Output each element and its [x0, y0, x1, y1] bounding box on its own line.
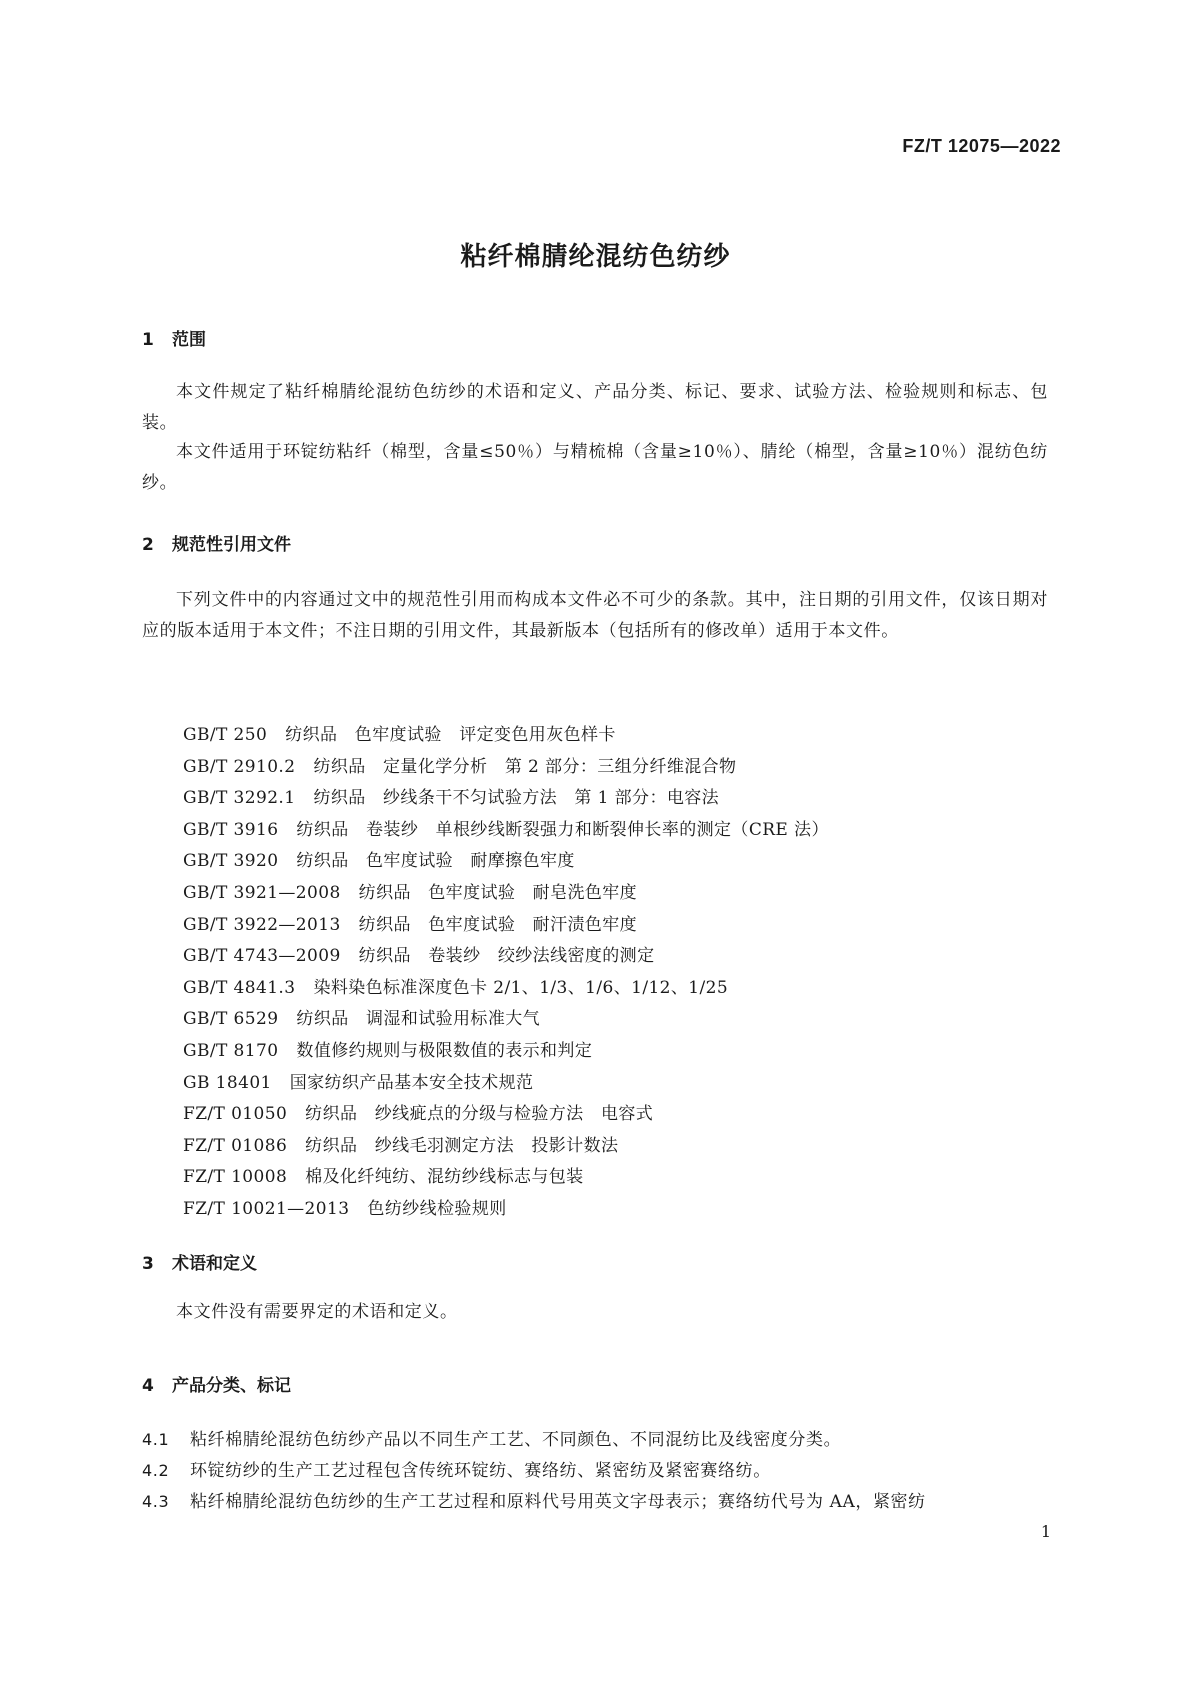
references-intro: 下列文件中的内容通过文中的规范性引用而构成本文件必不可少的条款。其中，注日期的引用文件，仅该日期对应的版本适用于本文件；不注日期的引用文件，其最新版本（包括所有的修改单）适用于本文件。 — [142, 590, 1048, 641]
section-4-heading — [142, 1371, 291, 1396]
document-title: 粘纤棉腈纶混纺色纺纱 — [460, 242, 731, 272]
clause-4-1 — [142, 1424, 1048, 1456]
reference-item — [183, 752, 829, 784]
section-1-heading — [142, 325, 206, 350]
clause-text: 粘纤棉腈纶混纺色纺纱的生产工艺过程和原料代号用英文字母表示；赛络纺代号为 AA，紧密纺 — [190, 1492, 926, 1512]
reference-code: GB/T 6529 — [183, 1009, 279, 1030]
reference-code: GB/T 3292.1 — [183, 788, 296, 809]
reference-code: GB/T 2910.2 — [183, 756, 296, 777]
section-number: 1 — [142, 330, 154, 350]
reference-item — [183, 973, 829, 1005]
section-3-heading — [142, 1249, 257, 1274]
reference-title: 色纺纱线检验规则 — [367, 1198, 507, 1219]
reference-code: GB/T 3921—2008 — [183, 882, 341, 903]
clause-4-2 — [142, 1455, 1048, 1487]
reference-item — [183, 1131, 829, 1163]
reference-item — [183, 1162, 829, 1194]
reference-title: 纺织品 定量化学分析 第 2 部分：三组分纤维混合物 — [313, 756, 737, 777]
section-number: 4 — [142, 1376, 154, 1396]
section-number: 3 — [142, 1254, 154, 1274]
reference-code: GB/T 3922—2013 — [183, 914, 341, 935]
normative-references-list — [183, 720, 829, 1226]
clause-text: 粘纤棉腈纶混纺色纺纱产品以不同生产工艺、不同颜色、不同混纺比及线密度分类。 — [190, 1430, 842, 1450]
section-title: 产品分类、标记 — [172, 1376, 291, 1396]
reference-title: 纺织品 卷装纱 单根纱线断裂强力和断裂伸长率的测定（CRE 法） — [296, 819, 829, 840]
scope-paragraph-1: 本文件规定了粘纤棉腈纶混纺色纺纱的术语和定义、产品分类、标记、要求、试验方法、检验规则和标志、包装。 — [142, 382, 1048, 433]
reference-code: GB/T 3916 — [183, 819, 279, 840]
section-2-heading — [142, 530, 291, 555]
clause-number: 4.2 — [142, 1461, 170, 1480]
section-title: 术语和定义 — [172, 1254, 257, 1274]
reference-code: GB/T 4743—2009 — [183, 946, 341, 967]
reference-code: FZ/T 01086 — [183, 1135, 288, 1156]
reference-title: 纺织品 纱线疵点的分级与检验方法 电容式 — [305, 1104, 654, 1125]
reference-item — [183, 878, 829, 910]
clause-number: 4.1 — [142, 1430, 170, 1449]
section-title: 规范性引用文件 — [172, 535, 291, 555]
reference-item — [183, 910, 829, 942]
reference-title: 纺织品 色牢度试验 评定变色用灰色样卡 — [285, 725, 616, 745]
reference-title: 纺织品 卷装纱 绞纱法线密度的测定 — [358, 946, 655, 967]
reference-code: GB/T 8170 — [183, 1040, 279, 1061]
reference-title: 纺织品 色牢度试验 耐摩擦色牢度 — [296, 851, 575, 872]
reference-item — [183, 1068, 829, 1100]
reference-item — [183, 783, 829, 815]
reference-title: 数值修约规则与极限数值的表示和判定 — [296, 1040, 593, 1061]
scope-paragraph-2: 本文件适用于环锭纺粘纤（棉型，含量≤50％）与精梳棉（含量≥10％）、腈纶（棉型，含量≥10％）混纺色纺纱。 — [142, 442, 1048, 493]
reference-title: 纺织品 调湿和试验用标准大气 — [296, 1009, 541, 1030]
reference-item — [183, 1036, 829, 1068]
reference-title: 棉及化纤纯纺、混纺纱线标志与包装 — [305, 1167, 584, 1188]
reference-item — [183, 941, 829, 973]
reference-code: FZ/T 10021—2013 — [183, 1198, 350, 1219]
reference-item — [183, 1099, 829, 1131]
reference-title: 染料染色标准深度色卡 2/1、1/3、1/6、1/12、1/25 — [313, 977, 729, 998]
clause-4-3 — [142, 1486, 1048, 1518]
reference-code: GB 18401 — [183, 1072, 272, 1093]
page-number: 1 — [1040, 1522, 1051, 1541]
reference-title: 纺织品 色牢度试验 耐汗渍色牢度 — [358, 914, 638, 935]
reference-code: GB/T 3920 — [183, 851, 279, 872]
clause-text: 环锭纺纱的生产工艺过程包含传统环锭纺、赛络纺、紧密纺及紧密赛络纺。 — [190, 1461, 771, 1481]
reference-item — [183, 1194, 829, 1226]
reference-item — [183, 815, 829, 847]
reference-title: 国家纺织产品基本安全技术规范 — [289, 1072, 534, 1093]
reference-title: 纺织品 纱线条干不匀试验方法 第 1 部分：电容法 — [313, 788, 720, 809]
reference-item — [183, 846, 829, 878]
reference-item — [183, 1004, 829, 1036]
reference-code: GB/T 4841.3 — [183, 977, 296, 998]
standard-code: FZ/T 12075—2022 — [902, 136, 1061, 156]
reference-code: FZ/T 01050 — [183, 1104, 288, 1125]
section-number: 2 — [142, 535, 154, 555]
reference-title: 纺织品 纱线毛羽测定方法 投影计数法 — [305, 1135, 619, 1156]
reference-item — [183, 720, 829, 752]
clause-number: 4.3 — [142, 1492, 170, 1511]
section-title: 范围 — [172, 330, 206, 350]
reference-title: 纺织品 色牢度试验 耐皂洗色牢度 — [358, 882, 638, 903]
terms-paragraph: 本文件没有需要界定的术语和定义。 — [176, 1302, 458, 1322]
reference-code: GB/T 250 — [183, 725, 268, 745]
reference-code: FZ/T 10008 — [183, 1167, 288, 1188]
